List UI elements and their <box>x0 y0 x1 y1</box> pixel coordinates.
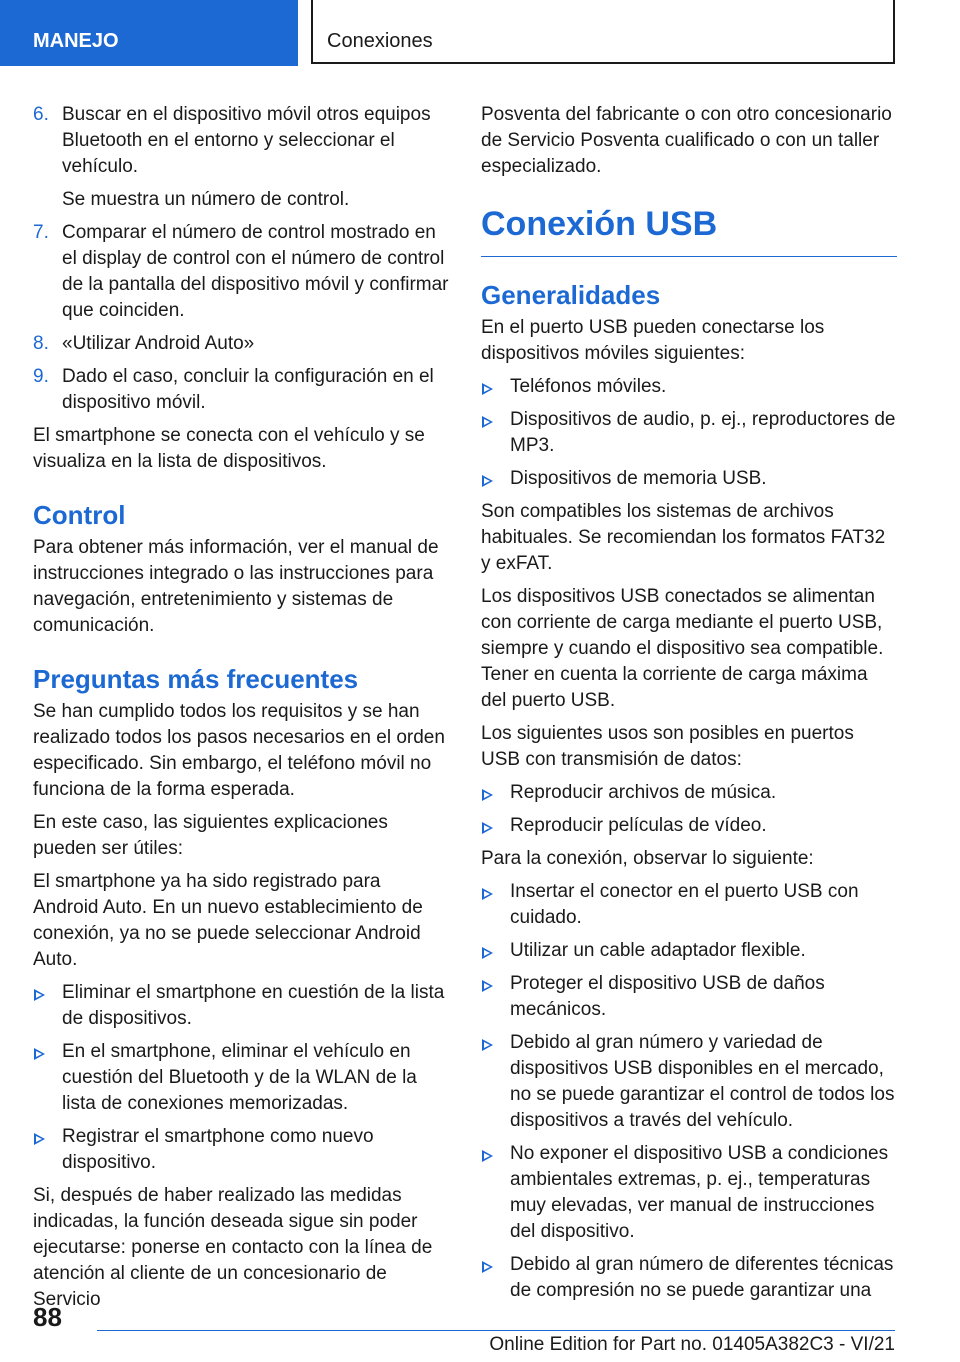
right-column <box>481 102 897 1311</box>
triangle-bullet-icon <box>34 989 45 1001</box>
step-item <box>33 220 449 324</box>
triangle-bullet-icon <box>482 475 493 487</box>
paragraph: Son compatibles los sistemas de archivos habituales. Se recomiendan los formatos FAT32 y exFAT. <box>481 501 886 574</box>
bullet-item <box>481 407 897 459</box>
usb-heading: Conexión USB <box>481 202 897 257</box>
step-text: «Utilizar Android Auto» <box>62 333 255 354</box>
bullet-text: Debido al gran número y variedad de dispositivos USB disponibles en el mercado, no se puede garantizar el control de todos los dispositivos a través del vehículo. <box>510 1032 895 1131</box>
step-number: 7. <box>33 222 49 243</box>
triangle-bullet-icon <box>482 888 493 900</box>
triangle-bullet-icon <box>482 1039 493 1051</box>
page-number: 88 <box>33 1302 62 1332</box>
left-column <box>33 102 449 1320</box>
bullet-text: Teléfonos móviles. <box>510 376 667 397</box>
bullet-item <box>481 813 897 839</box>
paragraph: Posventa del fabricante o con otro concesionario de Servicio Posventa cualificado o con un taller especializado. <box>481 104 892 177</box>
bullet-text: Dispositivos de memoria USB. <box>510 468 767 489</box>
paragraph: Los dispositivos USB conectados se alimentan con corriente de carga mediante el puerto USB, siempre y cuando el dispositivo sea compatible. Tener en cuenta la corriente de carga máxima del puerto USB. <box>481 586 884 711</box>
step-number: 8. <box>33 333 49 354</box>
bullet-text: Reproducir archivos de música. <box>510 782 777 803</box>
step-number: 6. <box>33 104 49 125</box>
bullet-text: No exponer el dispositivo USB a condiciones ambientales extremas, p. ej., temperaturas muy elevadas, ver manual de instrucciones del dispositivo. <box>510 1143 889 1242</box>
paragraph: Para obtener más información, ver el manual de instrucciones integrado o las instrucciones para navegación, entretenimiento y sistemas de comunicación. <box>33 537 439 636</box>
bullet-item <box>33 980 449 1032</box>
control-heading: Control <box>33 500 126 530</box>
triangle-bullet-icon <box>482 789 493 801</box>
bullet-text: Reproducir películas de vídeo. <box>510 815 767 836</box>
edition-note: Online Edition for Part no. 01405A382C3 - VI/21 <box>489 1334 895 1355</box>
footer-divider <box>97 1330 895 1331</box>
section-label: MANEJO <box>0 0 298 66</box>
triangle-bullet-icon <box>482 1261 493 1273</box>
paragraph: Se han cumplido todos los requisitos y se han realizado todos los pasos necesarios en el orden especificado. Sin embargo, el teléfono móvil no funciona de la forma esperada. <box>33 701 445 800</box>
bullet-item <box>481 1252 897 1304</box>
bullet-text: Insertar el conector en el puerto USB con cuidado. <box>510 881 859 928</box>
step-text: Dado el caso, concluir la configuración en el dispositivo móvil. <box>62 366 434 413</box>
step-text: Se muestra un número de control. <box>62 189 350 210</box>
step-item <box>33 102 449 213</box>
paragraph: El smartphone ya ha sido registrado para Android Auto. En un nuevo establecimiento de conexión, ya no se puede seleccionar Android Auto. <box>33 871 423 970</box>
triangle-bullet-icon <box>482 980 493 992</box>
bullet-text: Eliminar el smartphone en cuestión de la lista de dispositivos. <box>62 982 445 1029</box>
bullet-item <box>481 879 897 931</box>
bullet-text: Dispositivos de audio, p. ej., reproductores de MP3. <box>510 409 896 456</box>
bullet-text: Registrar el smartphone como nuevo dispositivo. <box>62 1126 374 1173</box>
step-item <box>33 364 449 416</box>
step-text: Buscar en el dispositivo móvil otros equipos Bluetooth en el entorno y seleccionar el vehículo. <box>62 104 431 177</box>
triangle-bullet-icon <box>482 416 493 428</box>
general-heading: Generalidades <box>481 280 661 310</box>
bullet-text: Utilizar un cable adaptador flexible. <box>510 940 806 961</box>
paragraph: El smartphone se conecta con el vehículo y se visualiza en la lista de dispositivos. <box>33 425 425 472</box>
bullet-text: Proteger el dispositivo USB de daños mecánicos. <box>510 973 825 1020</box>
bullet-text: En el smartphone, eliminar el vehículo en cuestión del Bluetooth y de la WLAN de la lista de conexiones memorizadas. <box>62 1041 417 1114</box>
triangle-bullet-icon <box>482 383 493 395</box>
triangle-bullet-icon <box>482 1150 493 1162</box>
triangle-bullet-icon <box>482 947 493 959</box>
triangle-bullet-icon <box>34 1133 45 1145</box>
bullet-text: Debido al gran número de diferentes técnicas de compresión no se puede garantizar una <box>510 1254 894 1301</box>
bullet-item <box>33 1039 449 1117</box>
bullet-item <box>481 938 897 964</box>
bullet-item <box>481 1141 897 1245</box>
triangle-bullet-icon <box>482 822 493 834</box>
paragraph: En el puerto USB pueden conectarse los dispositivos móviles siguientes: <box>481 317 825 364</box>
step-number: 9. <box>33 366 49 387</box>
bullet-item <box>481 780 897 806</box>
bullet-item <box>481 1030 897 1134</box>
bullet-item <box>481 374 897 400</box>
triangle-bullet-icon <box>34 1048 45 1060</box>
paragraph: Para la conexión, observar lo siguiente: <box>481 848 814 869</box>
bullet-item <box>33 1124 449 1176</box>
bullet-item <box>481 971 897 1023</box>
step-item <box>33 331 449 357</box>
bullet-item <box>481 466 897 492</box>
paragraph: Los siguientes usos son posibles en puertos USB con transmisión de datos: <box>481 723 854 770</box>
faq-heading: Preguntas más frecuentes <box>33 664 359 694</box>
paragraph: En este caso, las siguientes explicaciones pueden ser útiles: <box>33 812 388 859</box>
chapter-title: Conexiones <box>311 0 895 64</box>
step-text: Comparar el número de control mostrado en el display de control con el número de control de la pantalla del dispositivo móvil y confirmar que coinciden. <box>62 222 449 321</box>
page-header <box>0 0 960 66</box>
paragraph: Si, después de haber realizado las medidas indicadas, la función deseada sigue sin poder ejecutarse: ponerse en contacto con la línea de atención al cliente de un concesionario de Servicio <box>33 1185 433 1310</box>
